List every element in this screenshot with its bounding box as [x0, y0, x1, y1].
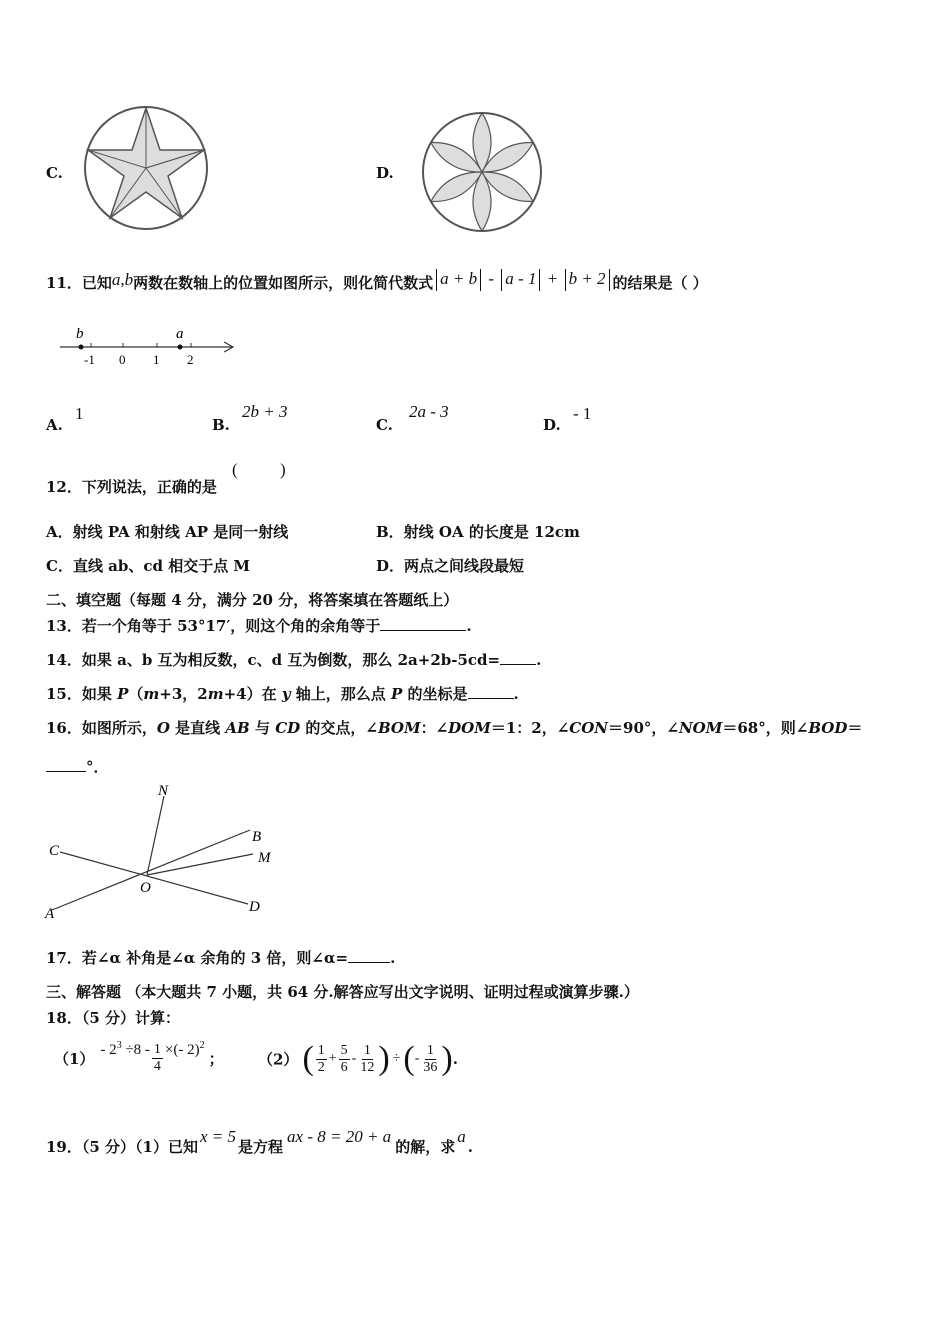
q11-expr-minus: -: [488, 269, 495, 288]
q17-answer-blank: [348, 948, 390, 963]
q15-end: .: [513, 685, 519, 703]
q16-text: 的交点，∠: [300, 719, 378, 737]
q15-text: P: [391, 685, 403, 703]
q16-text: ＝68°，则∠: [722, 719, 809, 737]
q16-text: ＝: [847, 719, 863, 737]
q16-text: ＝1：2，∠: [490, 719, 570, 737]
q18-part1-end: ；: [208, 1050, 224, 1068]
q16-text: O: [156, 719, 170, 737]
q16-text: ＝90°，∠: [608, 719, 679, 737]
q16-text: DOM: [448, 719, 491, 737]
q18-frac-num: 1: [363, 1042, 371, 1058]
q18-expr: ÷8 -: [125, 1041, 150, 1058]
flower-in-circle-figure: [420, 110, 544, 234]
q12-option-a: A．射线 PA 和射线 AP 是同一射线: [46, 523, 289, 541]
numberline-tick-label: -1: [84, 352, 95, 367]
q19-text: 是方程: [238, 1138, 284, 1156]
q11-option-a-label: A.: [46, 416, 63, 434]
q11-option-a-value: 1: [75, 404, 84, 423]
q18-frac-num: 5: [340, 1042, 348, 1058]
q18-frac-num: 1: [153, 1042, 161, 1057]
q18-frac-num: 1: [426, 1042, 434, 1058]
q15-text: m: [143, 685, 160, 703]
q11-option-b-value: 2b + 3: [242, 402, 288, 421]
q18-frac-den: 36: [423, 1059, 438, 1075]
q18-part1-label: （1）: [54, 1050, 95, 1068]
q13: [46, 615, 472, 636]
q19-text: 19．（5 分）（1）已知: [46, 1138, 198, 1156]
label-m: M: [258, 850, 271, 866]
q15-text: （: [128, 685, 144, 703]
q12-stem: 12．下列说法，正确的是: [46, 478, 217, 496]
q15-text: 15．如果: [46, 685, 118, 703]
label-o: O: [140, 880, 151, 896]
q18-frac-num: 1: [317, 1042, 325, 1058]
angle-figure: [40, 780, 285, 922]
q13-answer-blank: [380, 616, 466, 631]
q16-text: BOD: [808, 719, 848, 737]
q18-part2-label: （2）: [258, 1050, 299, 1069]
q18-fraction: [339, 1043, 350, 1076]
q11-expr-2: a - 1: [505, 269, 537, 288]
q18-expr: ×(- 2): [164, 1041, 200, 1058]
q18-exponent: 2: [199, 1039, 205, 1051]
numberline-label-b: b: [76, 326, 84, 342]
numberline-label-a: a: [176, 326, 184, 342]
q19-equation: ax - 8 = 20 + a: [287, 1127, 392, 1146]
q17-text: 17．若∠α 补角是∠α 余角的 3 倍，则∠α=: [46, 949, 349, 967]
q11-stem: [46, 269, 708, 295]
q18-op: +: [328, 1051, 337, 1066]
q11-option-d-label: D.: [543, 416, 561, 434]
q18-part2-end: .: [452, 1050, 458, 1068]
label-d: D: [249, 899, 260, 915]
number-line-figure: [56, 322, 240, 370]
q15: [46, 683, 519, 704]
q19-text: 的解，求: [395, 1138, 456, 1156]
q18-fraction: [421, 1043, 439, 1076]
q11-text: 两数在数轴上的位置如图所示，则化简代数式: [133, 274, 434, 292]
q14-text: 14．如果 a、b 互为相反数，c、d 互为倒数，那么 2a+2b-5cd=: [46, 651, 501, 669]
q16-text: NOM: [678, 719, 723, 737]
q19-var: a: [457, 1127, 466, 1146]
q10-option-c-label: C.: [46, 164, 63, 182]
q16-end: °．: [86, 758, 109, 776]
q16-line2: [46, 756, 109, 777]
q18-op: -: [414, 1051, 420, 1066]
q17: [46, 947, 395, 968]
q14-answer-blank: [500, 650, 536, 665]
q18-frac-den: 6: [340, 1059, 348, 1075]
q16: [46, 717, 862, 738]
numberline-tick-label: 2: [187, 352, 194, 367]
q18-frac-den: 12: [360, 1059, 375, 1075]
section-2-heading: 二、填空题（每题 4 分，满分 20 分，将答案填在答题纸上）: [46, 591, 459, 609]
q13-text: 13．若一个角等于 53°17′，则这个角的余角等于: [46, 617, 381, 635]
star-in-circle-figure: [82, 104, 210, 232]
q12-option-c: C．直线 ab、cd 相交于点 M: [46, 557, 251, 575]
q15-text: 轴上，那么点: [290, 685, 392, 703]
q18-expr: - 2: [100, 1041, 117, 1058]
q16-text: 与: [249, 719, 276, 737]
q11-option-d-value: - 1: [573, 404, 592, 423]
q18-part1: [54, 1039, 224, 1075]
q11-expr-1: a + b: [440, 269, 478, 288]
q11-expression: [433, 269, 612, 288]
q12-paren-open: (: [232, 460, 238, 479]
q11-expr-plus: +: [547, 269, 558, 288]
label-c: C: [49, 843, 60, 859]
q11-expr-3: b + 2: [568, 269, 606, 288]
q12-option-b: B．射线 OA 的长度是 12cm: [376, 523, 580, 541]
q18-op: -: [351, 1051, 357, 1066]
q11-tail: 的结果是（ ）: [612, 274, 708, 292]
label-b: B: [252, 829, 262, 845]
q19-end: .: [467, 1138, 473, 1156]
q16-text: CD: [275, 719, 301, 737]
q13-end: .: [466, 617, 472, 635]
q15-answer-blank: [468, 684, 514, 699]
q11-vars: a,b: [111, 270, 134, 289]
section-3-heading: 三、解答题 （本大题共 7 小题，共 64 分.解答应写出文字说明、证明过程或演算步骤.）: [46, 983, 639, 1001]
q16-text: 是直线: [169, 719, 226, 737]
q18-frac-den: 2: [317, 1059, 325, 1075]
q14: [46, 649, 541, 670]
q16-text: BOM: [377, 719, 421, 737]
q15-text: P: [117, 685, 129, 703]
q15-text: m: [207, 685, 224, 703]
q18-exponent: 3: [116, 1039, 122, 1051]
q11-option-c-value: 2a - 3: [409, 402, 449, 421]
q17-end: .: [390, 949, 396, 967]
q16-text: 16．如图所示，: [46, 719, 157, 737]
numberline-tick-label: 0: [119, 352, 126, 367]
q11-option-c-label: C.: [376, 416, 393, 434]
q10-option-d-label: D.: [376, 164, 394, 182]
q12-paren-close: ): [280, 460, 286, 479]
q18-fraction: [316, 1043, 327, 1076]
q16-text: CON: [569, 719, 609, 737]
q11-option-b-label: B.: [212, 416, 230, 434]
q18-frac-den: 4: [153, 1059, 161, 1074]
q16-text: AB: [225, 719, 250, 737]
numberline-tick-label: 1: [153, 352, 160, 367]
q18-op: ÷: [392, 1051, 401, 1066]
q18-stem: 18．（5 分）计算：: [46, 1009, 181, 1027]
q16-text: ：∠: [420, 719, 449, 737]
q19: [46, 1127, 473, 1157]
q18-part2: （2） ( $\frac{1}{2}$ + $\frac{5}{6}$ - $\frac{1}{12}$ ) ÷(- $\frac{1}{36}$ ).: [258, 1040, 458, 1077]
q19-equation: x = 5: [199, 1127, 237, 1146]
q16-answer-blank: [46, 757, 86, 772]
label-n: N: [158, 783, 169, 799]
q15-text: +3，2: [159, 685, 208, 703]
q15-text: +4）在: [223, 685, 282, 703]
label-a: A: [45, 906, 55, 922]
q15-text: y: [281, 685, 291, 703]
q14-end: .: [536, 651, 542, 669]
q18-fraction: [152, 1042, 163, 1075]
q11-number: 11．已知: [46, 274, 112, 292]
q18-fraction: [358, 1043, 376, 1076]
q12-option-d: D．两点之间线段最短: [376, 557, 525, 575]
q15-text: 的坐标是: [402, 685, 468, 703]
